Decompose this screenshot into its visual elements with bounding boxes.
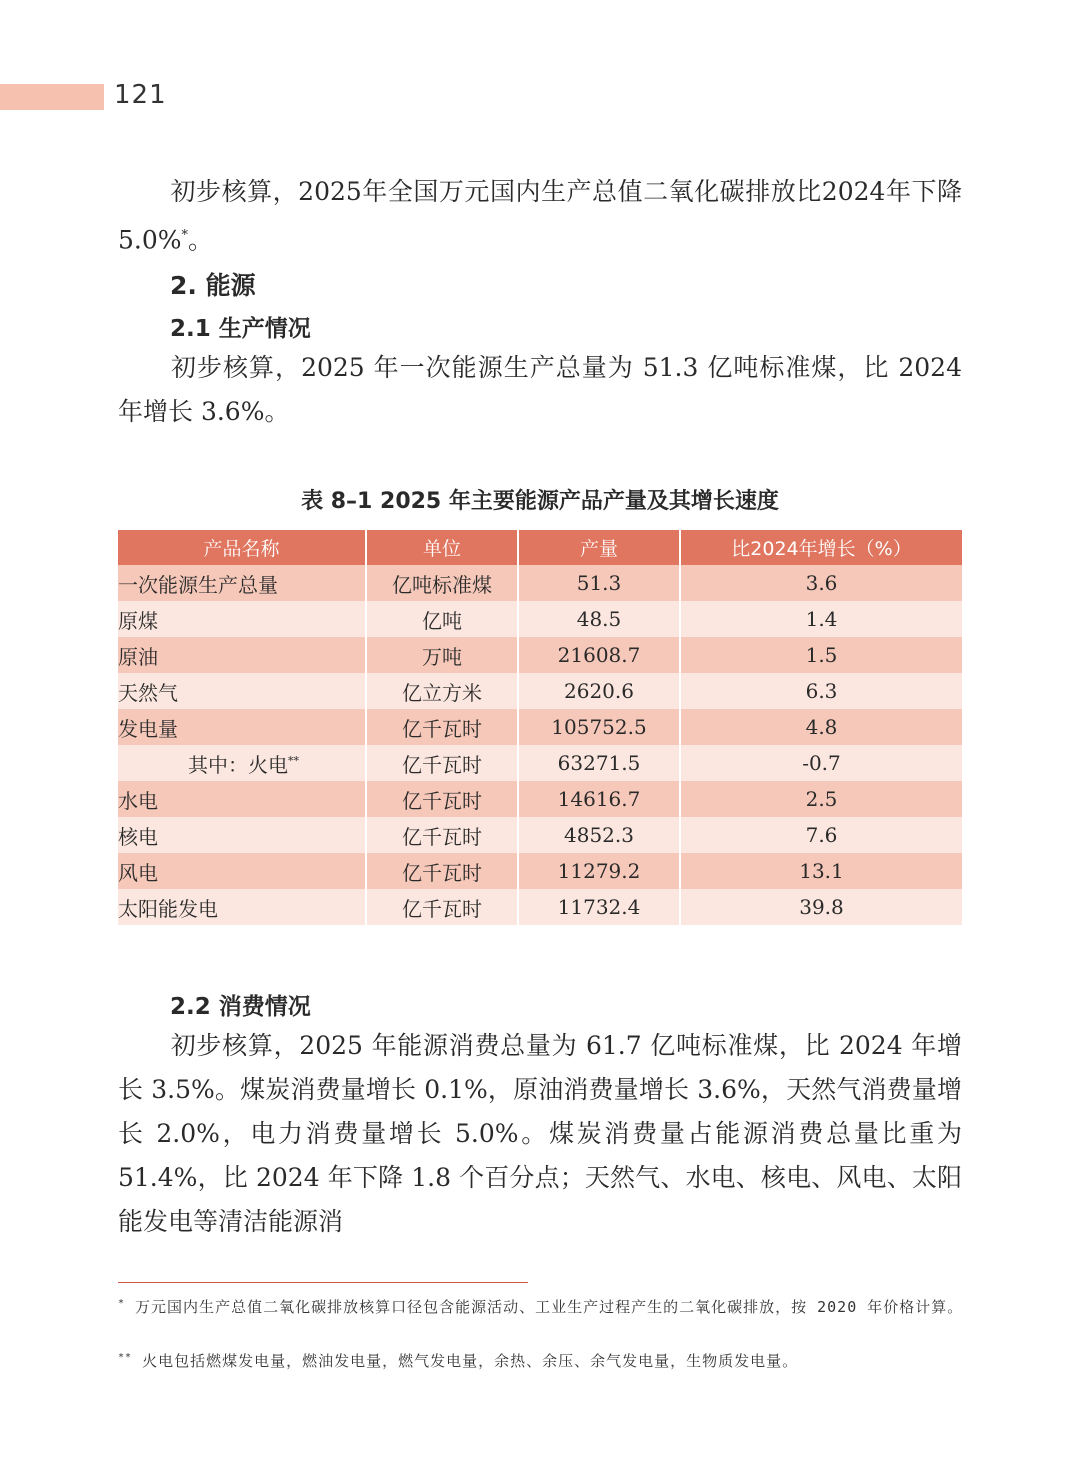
cell-unit: 亿立方米 bbox=[366, 673, 518, 709]
cell-product-name: 原油 bbox=[118, 637, 366, 673]
page-number: 121 bbox=[114, 80, 167, 110]
table-row bbox=[118, 673, 962, 709]
cell-growth: 1.5 bbox=[680, 637, 962, 673]
page-header-bar bbox=[0, 84, 104, 110]
cell-product-name: 核电 bbox=[118, 817, 366, 853]
cell-product-name bbox=[118, 745, 366, 781]
col-header-product: 产品名称 bbox=[118, 530, 366, 565]
intro-end: 。 bbox=[188, 225, 214, 255]
table-row bbox=[118, 781, 962, 817]
cell-unit: 亿千瓦时 bbox=[366, 781, 518, 817]
footnote-mark: * bbox=[181, 228, 189, 243]
cell-output: 14616.7 bbox=[518, 781, 680, 817]
col-header-unit: 单位 bbox=[366, 530, 518, 565]
cell-unit: 亿吨标准煤 bbox=[366, 565, 518, 601]
section-heading: 2. 能源 bbox=[170, 271, 256, 300]
table-row bbox=[118, 637, 962, 673]
table-row bbox=[118, 853, 962, 889]
table-row bbox=[118, 565, 962, 601]
cell-unit: 亿千瓦时 bbox=[366, 745, 518, 781]
cell-product-name: 太阳能发电 bbox=[118, 889, 366, 925]
cell-growth: 6.3 bbox=[680, 673, 962, 709]
cell-growth: 3.6 bbox=[680, 565, 962, 601]
production-text: 初步核算，2025 年一次能源生产总量为 51.3 亿吨标准煤，比 2024 年增长 3.6%。 bbox=[118, 353, 962, 426]
cell-product-name: 风电 bbox=[118, 853, 366, 889]
cell-unit: 亿千瓦时 bbox=[366, 817, 518, 853]
cell-unit: 亿吨 bbox=[366, 601, 518, 637]
cell-output: 2620.6 bbox=[518, 673, 680, 709]
footnote-2-mark: ** bbox=[118, 1352, 133, 1363]
cell-output: 48.5 bbox=[518, 601, 680, 637]
subsection-heading-production: 2.1 生产情况 bbox=[170, 316, 311, 342]
energy-output-table bbox=[118, 530, 962, 925]
intro-text: 初步核算，2025年全国万元国内生产总值二氧化碳排放比2024年下降5.0% bbox=[118, 177, 962, 255]
cell-unit: 亿千瓦时 bbox=[366, 889, 518, 925]
col-header-growth: 比2024年增长（%） bbox=[680, 530, 962, 565]
cell-output: 21608.7 bbox=[518, 637, 680, 673]
cell-growth: 13.1 bbox=[680, 853, 962, 889]
footnote-mark: ** bbox=[288, 753, 299, 767]
cell-unit: 万吨 bbox=[366, 637, 518, 673]
cell-output: 63271.5 bbox=[518, 745, 680, 781]
table-row bbox=[118, 709, 962, 745]
footnote-2 bbox=[118, 1344, 966, 1375]
cell-growth: -0.7 bbox=[680, 745, 962, 781]
consumption-paragraph bbox=[118, 1024, 962, 1244]
col-header-output: 产量 bbox=[518, 530, 680, 565]
cell-growth: 39.8 bbox=[680, 889, 962, 925]
intro-paragraph bbox=[118, 170, 962, 262]
cell-output: 51.3 bbox=[518, 565, 680, 601]
cell-product-name: 原煤 bbox=[118, 601, 366, 637]
cell-output: 4852.3 bbox=[518, 817, 680, 853]
cell-growth: 7.6 bbox=[680, 817, 962, 853]
cell-unit: 亿千瓦时 bbox=[366, 853, 518, 889]
table-row bbox=[118, 745, 962, 781]
table-row bbox=[118, 889, 962, 925]
consumption-text: 初步核算，2025 年能源消费总量为 61.7 亿吨标准煤，比 2024 年增长 3.5%。煤炭消费量增长 0.1%，原油消费量增长 3.6%，天然气消费量增长 2.0%，电力消费量增长 5.0%。煤炭消费量占能源消费总量比重为 51.4%，比 2024 年下降 1.8 个百分点；天然气、水电、核电、风电、太阳能发电等清洁能源消 bbox=[118, 1031, 962, 1236]
table-row bbox=[118, 817, 962, 853]
cell-unit: 亿千瓦时 bbox=[366, 709, 518, 745]
cell-product-name: 水电 bbox=[118, 781, 366, 817]
footnote-1 bbox=[118, 1290, 966, 1321]
table-title: 表 8–1 2025 年主要能源产品产量及其增长速度 bbox=[301, 489, 779, 514]
cell-growth: 1.4 bbox=[680, 601, 962, 637]
cell-output: 11732.4 bbox=[518, 889, 680, 925]
cell-output: 105752.5 bbox=[518, 709, 680, 745]
cell-product-name: 一次能源生产总量 bbox=[118, 565, 366, 601]
footnote-1-mark: * bbox=[118, 1298, 126, 1309]
table-header-row bbox=[118, 530, 962, 565]
cell-product-name: 天然气 bbox=[118, 673, 366, 709]
footnote-divider bbox=[118, 1282, 528, 1283]
production-paragraph bbox=[118, 346, 962, 434]
cell-growth: 4.8 bbox=[680, 709, 962, 745]
cell-output: 11279.2 bbox=[518, 853, 680, 889]
footnote-1-text: 万元国内生产总值二氧化碳排放核算口径包含能源活动、工业生产过程产生的二氧化碳排放，按 2020 年价格计算。 bbox=[125, 1298, 964, 1316]
cell-product-name: 发电量 bbox=[118, 709, 366, 745]
subsection-heading-consumption: 2.2 消费情况 bbox=[170, 994, 311, 1020]
footnote-2-text: 火电包括燃煤发电量，燃油发电量，燃气发电量，余热、余压、余气发电量，生物质发电量。 bbox=[132, 1352, 799, 1370]
cell-growth: 2.5 bbox=[680, 781, 962, 817]
table-row bbox=[118, 601, 962, 637]
cell-product-name-text: 其中：火电 bbox=[188, 752, 288, 777]
